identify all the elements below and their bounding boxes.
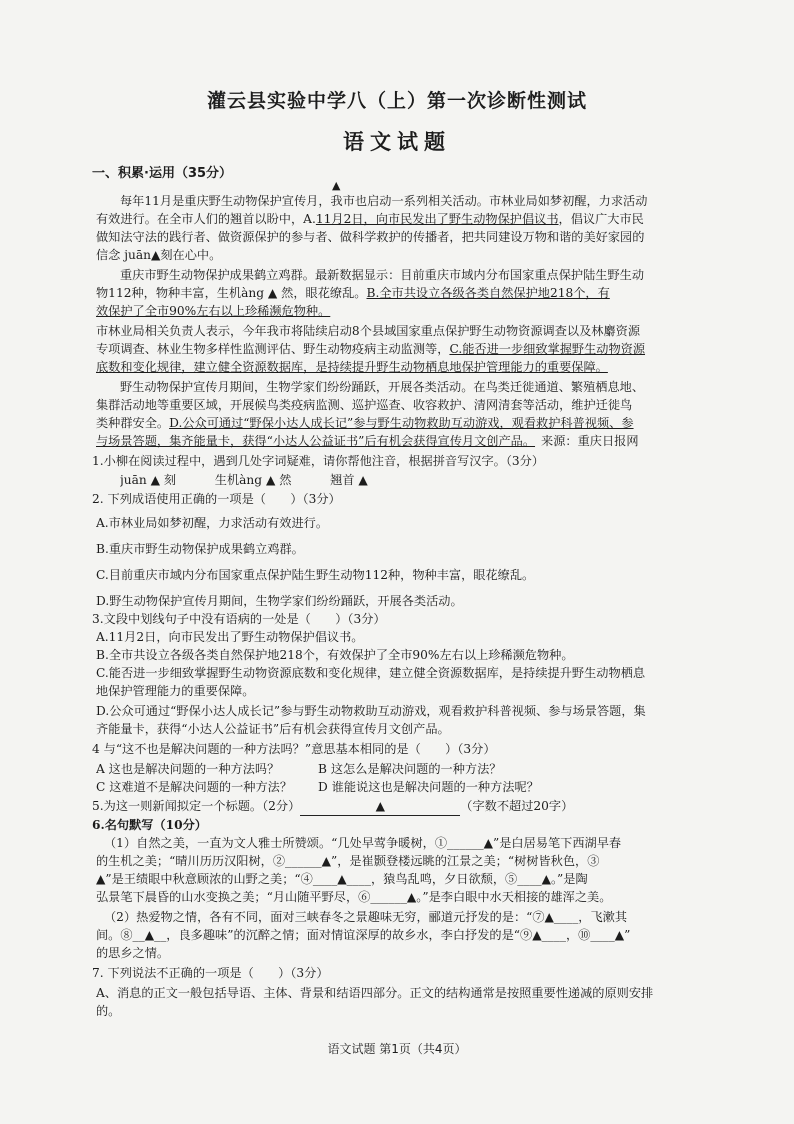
question-1-items[interactable]: juān ▲ 刻 生机àng ▲ 然 翘首 ▲ <box>120 473 368 487</box>
question-2-stem: 2. 下列成语使用正确的一项是（ ）（3分） <box>92 492 341 506</box>
option-c-cont: 地保护管理能力的重要保障。 <box>96 684 255 698</box>
answer-blank[interactable]: ▲ <box>300 797 460 816</box>
question-7-stem: 7. 下列说法不正确的一项是（ ）（3分） <box>92 966 329 980</box>
passage-line: 底数和变化规律，建立健全资源数据库，是持续提升野生动物栖息地保护管理能力的重要保障。 <box>96 360 608 374</box>
question-6-line: 的思乡之情。 <box>96 946 170 960</box>
option-c: C.能否进一步细致掌握野生动物资源底数和变化规律，建立健全资源数据库，是持续提升野生动物栖息 <box>96 666 646 680</box>
passage-line: 物112种，物种丰富，生机àng ▲ 然，眼花缭乱。B.全市共设立各级各类自然保护地218个，有 <box>96 286 610 300</box>
section-heading: 一、积累·运用（35分） <box>92 166 233 181</box>
option-d-cont: 齐能量卡，获得“小达人公益证书”后有机会获得宣传月文创产品。 <box>96 722 450 736</box>
option-a: A、消息的正文一般包括导语、主体、背景和结语四部分。正文的结构通常是按照重要性递减的原则安排 <box>96 986 654 1000</box>
page-footer: 语文试题 第1页（共4页） <box>327 1042 467 1056</box>
passage-line: 专项调查、林业生物多样性监测评估、野生动物疫病主动监测等，C.能否进一步细致掌握野生动物资源 <box>96 342 646 356</box>
option-d: D.公众可通过“野保小达人成长记”参与野生动物救助互动游戏，观看救护科普视频、参与场景答题，集 <box>96 704 646 718</box>
passage-line: 有效进行。在全市人们的翘首以盼中，A.11月2日，向市民发出了野生动物保护倡议书，倡议广大市民 <box>96 212 644 226</box>
question-3-stem: 3.文段中划线句子中没有语病的一处是（ ）（3分） <box>92 612 386 626</box>
question-6-line: 的生机之美；“晴川历历汉阳树，②______▲”，是崔颢登楼远眺的江景之美；“树树皆秋色，③ <box>96 854 600 868</box>
option-a: A.11月2日，向市民发出了野生动物保护倡议书。 <box>96 630 364 644</box>
passage-line: 重庆市野生动物保护成果鹤立鸡群。最新数据显示：目前重庆市域内分布国家重点保护陆生野生动 <box>120 268 645 282</box>
question-6-line: ▲”是王绩眼中秋意顾浓的山野之美；“④____▲____，猿鸟乱鸣，夕日欲颓，⑤____▲。”是陶 <box>96 872 588 886</box>
exam-title: 灌云县实验中学八（上）第一次诊断性测试 <box>206 90 587 112</box>
question-5: 5.为这一则新闻拟定一个标题。（2分） ▲ （字数不超过20字） <box>92 797 712 816</box>
option-c: C.目前重庆市域内分布国家重点保护陆生野生动物112种，物种丰富，眼花缭乱。 <box>96 568 535 582</box>
subject-title: 语文试题 <box>343 130 451 154</box>
passage-line: 做知法守法的践行者、做资源保护的参与者、做科学救护的传播者，把共同建设万物和谐的美好家园的 <box>96 230 645 244</box>
passage-line: 每年11月是重庆野生动物保护宣传月，我市也启动一系列相关活动。市林业局如梦初醒，力求活动 <box>120 194 648 208</box>
question-1-stem: 1.小柳在阅读过程中，遇到几处字词疑难，请你帮他注音，根据拼音写汉字。（3分） <box>92 454 545 468</box>
option-a-cont: 的。 <box>96 1004 121 1018</box>
option-d: D.野生动物保护宣传月期间，生物学家们纷纷踊跃，开展各类活动。 <box>96 594 463 608</box>
passage-title-blank: ▲ <box>332 179 341 192</box>
passage-line: 信念 juān▲刻在心中。 <box>96 248 222 262</box>
option-b: B.全市共设立各级各类自然保护地218个，有效保护了全市90%左右以上珍稀濒危物种。 <box>96 648 574 662</box>
question-4-stem: 4 与“这不也是解决问题的一种方法吗？”意思基本相同的是（ ）（3分） <box>92 742 496 756</box>
question-6-line: 间。⑧__▲__，良多趣味”的沉醉之情；面对情谊深厚的故乡水，李白抒发的是“⑨▲____，⑩____▲” <box>96 928 631 942</box>
option-b: B.重庆市野生动物保护成果鹤立鸡群。 <box>96 542 304 556</box>
passage-line: 野生动物保护宣传月期间，生物学家们纷纷踊跃，开展各类活动。在鸟类迁徙通道、繁殖栖息地、 <box>120 380 645 394</box>
passage-line: 与场景答题，集齐能量卡，获得“小达人公益证书”后有机会获得宣传月文创产品。 来源：重庆日报网 <box>96 434 639 448</box>
passage-line: 效保护了全市90%左右以上珍稀濒危物种。 <box>96 304 331 318</box>
passage-line: 集群活动地等重要区域，开展候鸟类疫病监测、巡护巡查、收容救护、清网清套等活动，维护迁徙鸟 <box>96 398 633 412</box>
option-d: D 谁能说这也是解决问题的一种方法呢？ <box>318 780 539 794</box>
option-a: A.市林业局如梦初醒，力求活动有效进行。 <box>96 516 329 530</box>
passage-line: 市林业局相关负责人表示，今年我市将陆续启动8个县域国家重点保护野生动物资源调查以及林麝资源 <box>96 324 641 338</box>
option-c: C 这难道不是解决问题的一种方法？ <box>96 780 293 794</box>
option-b: B 这怎么是解决问题的一种方法？ <box>318 762 502 776</box>
question-6-stem: 6.名句默写（10分） <box>92 818 207 832</box>
question-6-line: （1）自然之美，一直为文人雅士所赞颂。“几处早莺争暖树，①______▲”是白居易笔下西湖早春 <box>104 836 622 850</box>
option-a: A 这也是解决问题的一种方法吗？ <box>96 762 280 776</box>
question-6-line: 弘景笔下晨昏的山水变换之美；“月山随平野尽，⑥______▲。”是李白眼中水天相接的雄浑之美。 <box>96 890 612 904</box>
passage-line: 类种群安全。D.公众可通过“野保小达人成长记”参与野生动物救助互动游戏，观看救护科普视频、参 <box>96 416 634 430</box>
question-6-line: （2）热爱物之情，各有不同，面对三峡春冬之景趣味无穷，郦道元抒发的是：“⑦▲____，飞漱其 <box>104 910 628 924</box>
